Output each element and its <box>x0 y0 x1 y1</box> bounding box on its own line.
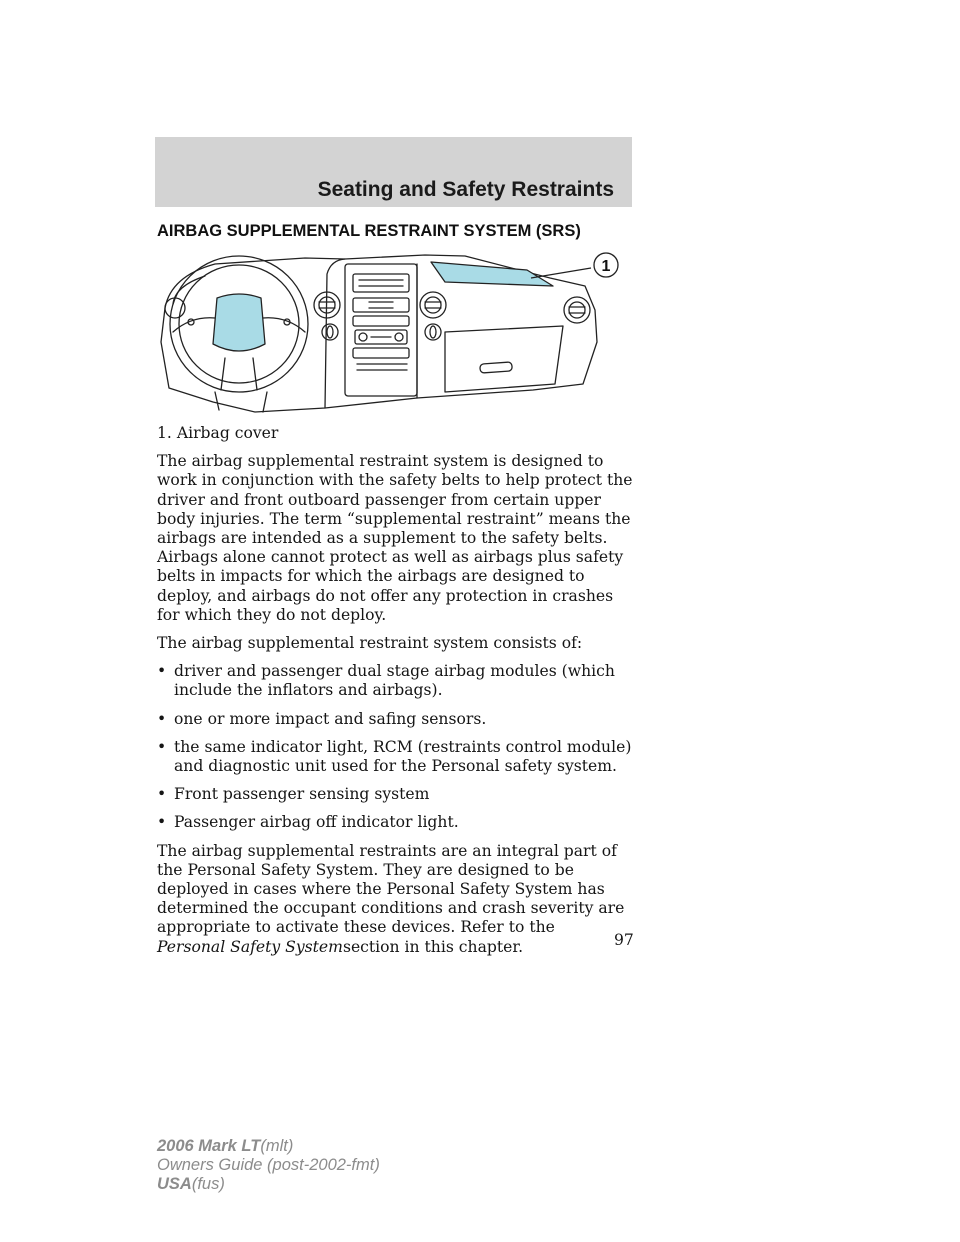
footer-region: USA <box>157 1175 192 1193</box>
list-item: • Passenger airbag off indicator light. <box>157 813 459 832</box>
bullet-mark: • <box>157 813 167 832</box>
footer-model-code: (mlt) <box>260 1137 294 1155</box>
air-vent-right <box>420 292 446 318</box>
body-text <box>157 424 635 966</box>
bullet-mark: • <box>157 785 167 804</box>
bullet-mark: • <box>157 662 167 681</box>
figure-caption: 1. Airbag cover <box>157 424 279 442</box>
glove-box <box>445 326 563 392</box>
air-vent-far-right <box>564 297 590 323</box>
document-footer <box>157 1137 380 1194</box>
page-number: 97 <box>614 931 634 949</box>
component-list <box>157 662 635 832</box>
footer-model: 2006 Mark LT <box>157 1137 261 1155</box>
chapter-header-band <box>155 137 632 207</box>
list-item: • Front passenger sensing system <box>157 785 430 804</box>
intro-paragraph: The airbag supplemental restraint system is designed to work in conjunction with the safety belts to help protect the driver and front outboard passenger from certain upper body injuries. The term “supplemental restraint” means the airbags are intended as a supplement to the safety belts. Airbags alone cannot protect as well as airbags plus safety belts in impacts for which the airbags are designed to deploy, and airbags do not offer any protection in crashes for which they do not deploy. <box>157 452 633 624</box>
callout-leader-line <box>531 268 591 278</box>
list-item: • driver and passenger dual stage airbag modules (which include the inflators and airbags). <box>157 662 615 700</box>
callout-number: 1 <box>601 258 611 275</box>
glove-box-handle <box>480 362 513 373</box>
section-heading: AIRBAG SUPPLEMENTAL RESTRAINT SYSTEM (SRS) <box>157 222 581 240</box>
list-item: • the same indicator light, RCM (restraints control module) and diagnostic unit used for the Personal safety system. <box>157 737 632 776</box>
driver-airbag-cover <box>213 294 265 351</box>
closing-paragraph: The airbag supplemental restraints are an integral part of the Personal Safety System. They are designed to be deployed in cases where the Personal Safety System has determined the occupant conditions and crash severity are appropriate to activate these devices. Refer to the Personal Safety Systemsection in this chapter. <box>157 841 625 956</box>
cross-reference: Personal Safety System <box>157 937 343 956</box>
dashboard-airbag-figure <box>155 246 633 416</box>
footer-guide: Owners Guide (post-2002-fmt) <box>157 1156 380 1174</box>
footer-region-code: (fus) <box>191 1175 225 1193</box>
chapter-title: Seating and Safety Restraints <box>317 178 614 201</box>
list-item: • one or more impact and safing sensors. <box>157 709 487 728</box>
passenger-airbag-cover <box>431 262 553 286</box>
bullet-mark: • <box>157 709 167 728</box>
consists-of-paragraph: The airbag supplemental restraint system consists of: <box>157 634 583 653</box>
bullet-mark: • <box>157 737 167 756</box>
dashboard-illustration <box>155 246 633 416</box>
